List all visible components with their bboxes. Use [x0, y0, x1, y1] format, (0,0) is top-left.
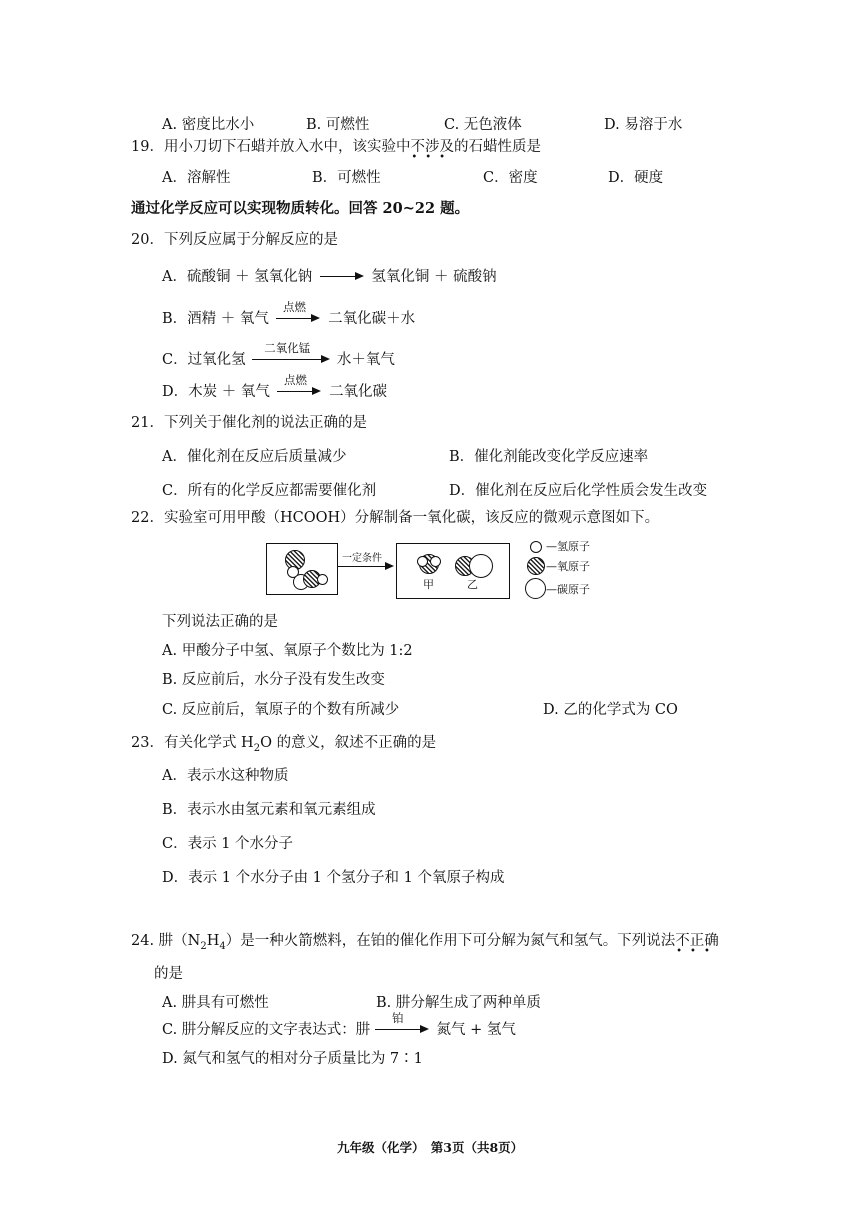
arrow-icon: 点燃: [277, 383, 321, 401]
q20-option-b: B．酒精 ＋ 氧气 点燃 二氧化碳＋水: [162, 300, 416, 327]
carbon-atom-icon: [469, 554, 493, 578]
q23-option-d: D．表示 1 个水分子由 1 个氢分子和 1 个氧原子构成: [162, 870, 505, 886]
q19-option-a: A．溶解性: [162, 170, 231, 186]
q24-option-b: B. 肼分解生成了两种单质: [376, 995, 541, 1011]
q19-option-c: C．密度: [483, 170, 538, 186]
q23-option-c: C．表示 1 个水分子: [162, 836, 294, 852]
arrow-icon: 二氧化锰: [252, 351, 330, 369]
q22-option-b: B. 反应前后，水分子没有发生改变: [162, 672, 385, 688]
q21-option-b: B．催化剂能改变化学反应速率: [449, 449, 649, 465]
q19-stem: 19．用小刀切下石蜡并放入水中，该实验中不涉及 ••• 的石蜡性质是: [131, 139, 541, 163]
carbon-legend-icon: [525, 578, 546, 599]
reactant-box: [266, 543, 338, 595]
q22-option-a: A. 甲酸分子中氢、氧原子个数比为 1:2: [162, 643, 413, 659]
arrow-icon: 一定条件: [338, 556, 394, 574]
legend-carbon: —碳原子: [546, 583, 590, 596]
product-label-yi: 乙: [467, 578, 478, 591]
page-footer: 九年级（化学） 第3页（共8页）: [337, 1140, 524, 1155]
q24-option-a: A. 肼具有可燃性: [162, 995, 269, 1011]
arrow-icon: 铂: [375, 1021, 429, 1039]
q22-option-d: D. 乙的化学式为 CO: [543, 702, 678, 718]
q23-option-b: B．表示水由氢元素和氧元素组成: [162, 802, 376, 818]
q24-option-c: C. 肼分解反应的文字表达式：肼 铂 氮气 + 氢气: [162, 1011, 516, 1038]
q22-sub-stem: 下列说法正确的是: [162, 614, 278, 630]
q20-option-d: D．木炭 ＋ 氧气 点燃 二氧化碳: [162, 373, 388, 400]
hydrogen-atom-icon: [430, 556, 441, 567]
arrow-icon: 点燃: [276, 310, 320, 328]
q19-option-b: B．可燃性: [312, 170, 381, 186]
q24-stem: 24. 肼$(N_2H_4)$是一种火箭燃料，在铂的催化作用下可分解为氮气和氢气。下列说法不正确 •••: [131, 933, 719, 957]
q18-option-c: C. 无色液体: [444, 117, 522, 133]
q22-stem: 22．实验室可用甲酸（HCOOH）分解制备一氧化碳，该反应的微观示意图如下。: [131, 510, 660, 526]
legend-hydrogen: —氢原子: [546, 540, 590, 553]
q20-stem: 20．下列反应属于分解反应的是: [131, 232, 338, 248]
q24-option-d: D. 氮气和氢气的相对分子质量比为 7∶1: [162, 1051, 423, 1067]
q20-option-a: A．硫酸铜 ＋ 氢氧化钠 氢氧化铜 ＋ 硫酸钠: [162, 269, 497, 285]
q20-option-c: C．过氧化氢 二氧化锰 水＋氧气: [162, 341, 395, 368]
oxygen-legend-icon: [527, 557, 545, 575]
q24-emphasis: 不正确 •••: [675, 933, 719, 957]
q22-option-c: C. 反应前后，氧原子的个数有所减少: [162, 702, 400, 718]
q21-option-a: A．催化剂在反应后质量减少: [162, 449, 347, 465]
q21-stem: 21．下列关于催化剂的说法正确的是: [131, 415, 367, 431]
q19-option-d: D．硬度: [608, 170, 664, 186]
q21-option-c: C．所有的化学反应都需要催化剂: [162, 483, 377, 499]
section-intro: 通过化学反应可以实现物质转化。回答 20~22 题。: [131, 200, 470, 217]
q18-option-a: A. 密度比水小: [162, 117, 255, 133]
q24-stem-continued: 的是: [154, 966, 183, 982]
reaction-arrow: [338, 553, 394, 576]
hydrogen-legend-icon: [530, 541, 542, 553]
q19-emphasis: 不涉及 •••: [410, 139, 454, 163]
hydrogen-atom-icon: [417, 556, 428, 567]
q18-option-d: D. 易溶于水: [604, 117, 683, 133]
legend-oxygen: —氧原子: [546, 560, 590, 573]
q18-option-b: B. 可燃性: [306, 117, 370, 133]
arrow-icon: [320, 268, 364, 286]
hydrogen-atom-icon: [317, 574, 328, 585]
q23-stem: 23．有关化学式 $H_2O$ 的意义，叙述不正确的是: [131, 735, 437, 754]
q23-option-a: A．表示水这种物质: [162, 768, 289, 784]
product-label-jia: 甲: [423, 578, 434, 591]
q21-option-d: D．催化剂在反应后化学性质会发生改变: [449, 483, 708, 499]
product-box: [396, 543, 510, 599]
